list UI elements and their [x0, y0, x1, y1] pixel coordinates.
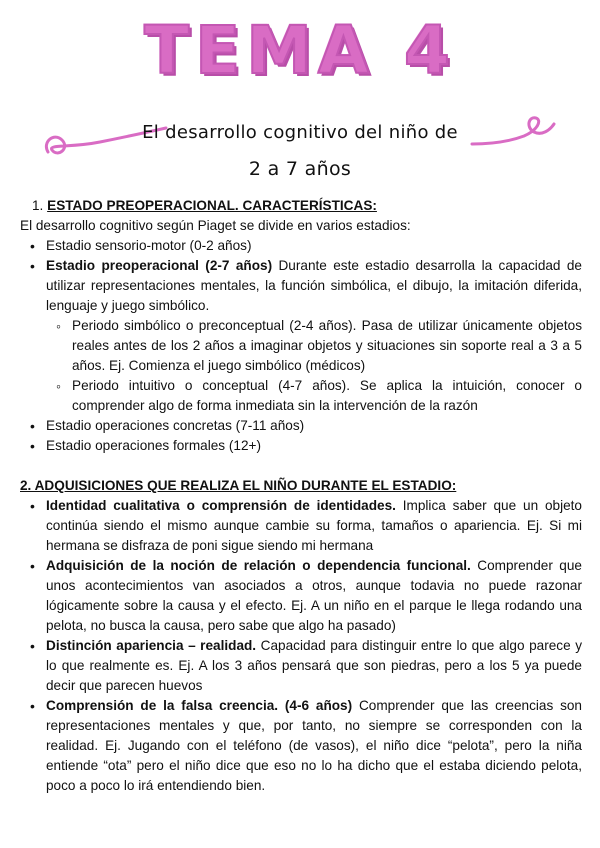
item-bold: Estadio preoperacional (2-7 años): [46, 258, 273, 273]
sub-list-item: [48, 376, 582, 416]
substages-list: [48, 316, 582, 416]
item-text: Estadio operaciones concretas (7-11 años): [46, 418, 305, 433]
item-text: Estadio operaciones formales (12+): [46, 438, 261, 453]
document-body: [20, 196, 582, 796]
list-item: [20, 416, 582, 436]
item-text: Estadio sensorio-motor (0-2 años): [46, 238, 252, 253]
item-text: Comprender que unos acontecimientos van asociados a otros, aunque todavia no puede razonar lógicamente sobre la causa y el efecto. Ej. A un niño en el parque le llega rodando una pelota, no busca la causa, pero sabe que algo ha pasado): [46, 558, 582, 633]
section-1-title: ESTADO PREOPERACIONAL. CARACTERÍSTICAS:: [47, 198, 377, 213]
section-1-number: 1.: [32, 198, 44, 213]
item-text: Durante este estadio desarrolla la capacidad de utilizar representaciones mentales, la función simbólica, el dibujo, la imitación diferida, lenguaje y juego simbólico.: [46, 258, 582, 313]
list-item: [20, 636, 582, 696]
item-text: Comprender que las creencias son representaciones mentales y que, por tanto, no siempre se corresponden con la realidad. Ej. Jugando con el teléfono (de vasos), el niño dice “pelota”, pero la niña entiende “ota” pero el niño dice que eso no lo ha dicho que el estaba diciendo pelota, poco a poco lo irá entendiendo bien.: [46, 698, 582, 793]
list-item: [20, 236, 582, 256]
item-bold: Comprensión de la falsa creencia. (4-6 años): [46, 698, 353, 713]
stages-list: [20, 236, 582, 456]
list-item: [20, 256, 582, 416]
item-bold: Distinción apariencia – realidad.: [46, 638, 257, 653]
section-2-heading: 2. ADQUISICIONES QUE REALIZA EL NIÑO DURANTE EL ESTADIO:: [20, 478, 457, 493]
sub-item-text: Periodo simbólico o preconceptual (2-4 años). Pasa de utilizar únicamente objetos reales antes de los 2 años a imaginar objetos y situaciones sin soporte real a 3 a 5 años. Ej. Comienza el juego simbólico (médicos): [72, 318, 582, 373]
list-item: [20, 496, 582, 556]
page-title: TEMA 4: [144, 12, 456, 89]
subtitle-line-2: 2 a 7 años: [248, 158, 352, 180]
acquisitions-list: [20, 496, 582, 796]
section-1-intro: El desarrollo cognitivo según Piaget se divide en varios estadios:: [20, 218, 411, 233]
section-1-heading: [20, 196, 582, 216]
list-item: [20, 556, 582, 636]
title-block: [0, 12, 600, 89]
list-item: [20, 696, 582, 796]
sub-item-text: Periodo intuitivo o conceptual (4-7 años). Se aplica la intuición, conocer o comprender algo de forma inmediata sin la intervención de la razón: [72, 378, 582, 413]
item-bold: Identidad cualitativa o comprensión de identidades.: [46, 498, 396, 513]
item-text: Implica saber que un objeto continúa siendo el mismo aunque cambie su forma, tamaños o apariencia. Ej. Si mi hermana se disfraza de poni sigue siendo mi hermana: [46, 498, 582, 553]
item-text: Capacidad para distinguir entre lo que algo parece y lo que realmente es. Ej. A los 3 años pensará que son piedras, pero a los 5 ya puede decir que parecen huevos: [46, 638, 582, 693]
item-bold: Adquisición de la noción de relación o dependencia funcional.: [46, 558, 471, 573]
subtitle-line-1: El desarrollo cognitivo del niño de: [142, 122, 458, 143]
list-item: [20, 436, 582, 456]
sub-list-item: [48, 316, 582, 376]
